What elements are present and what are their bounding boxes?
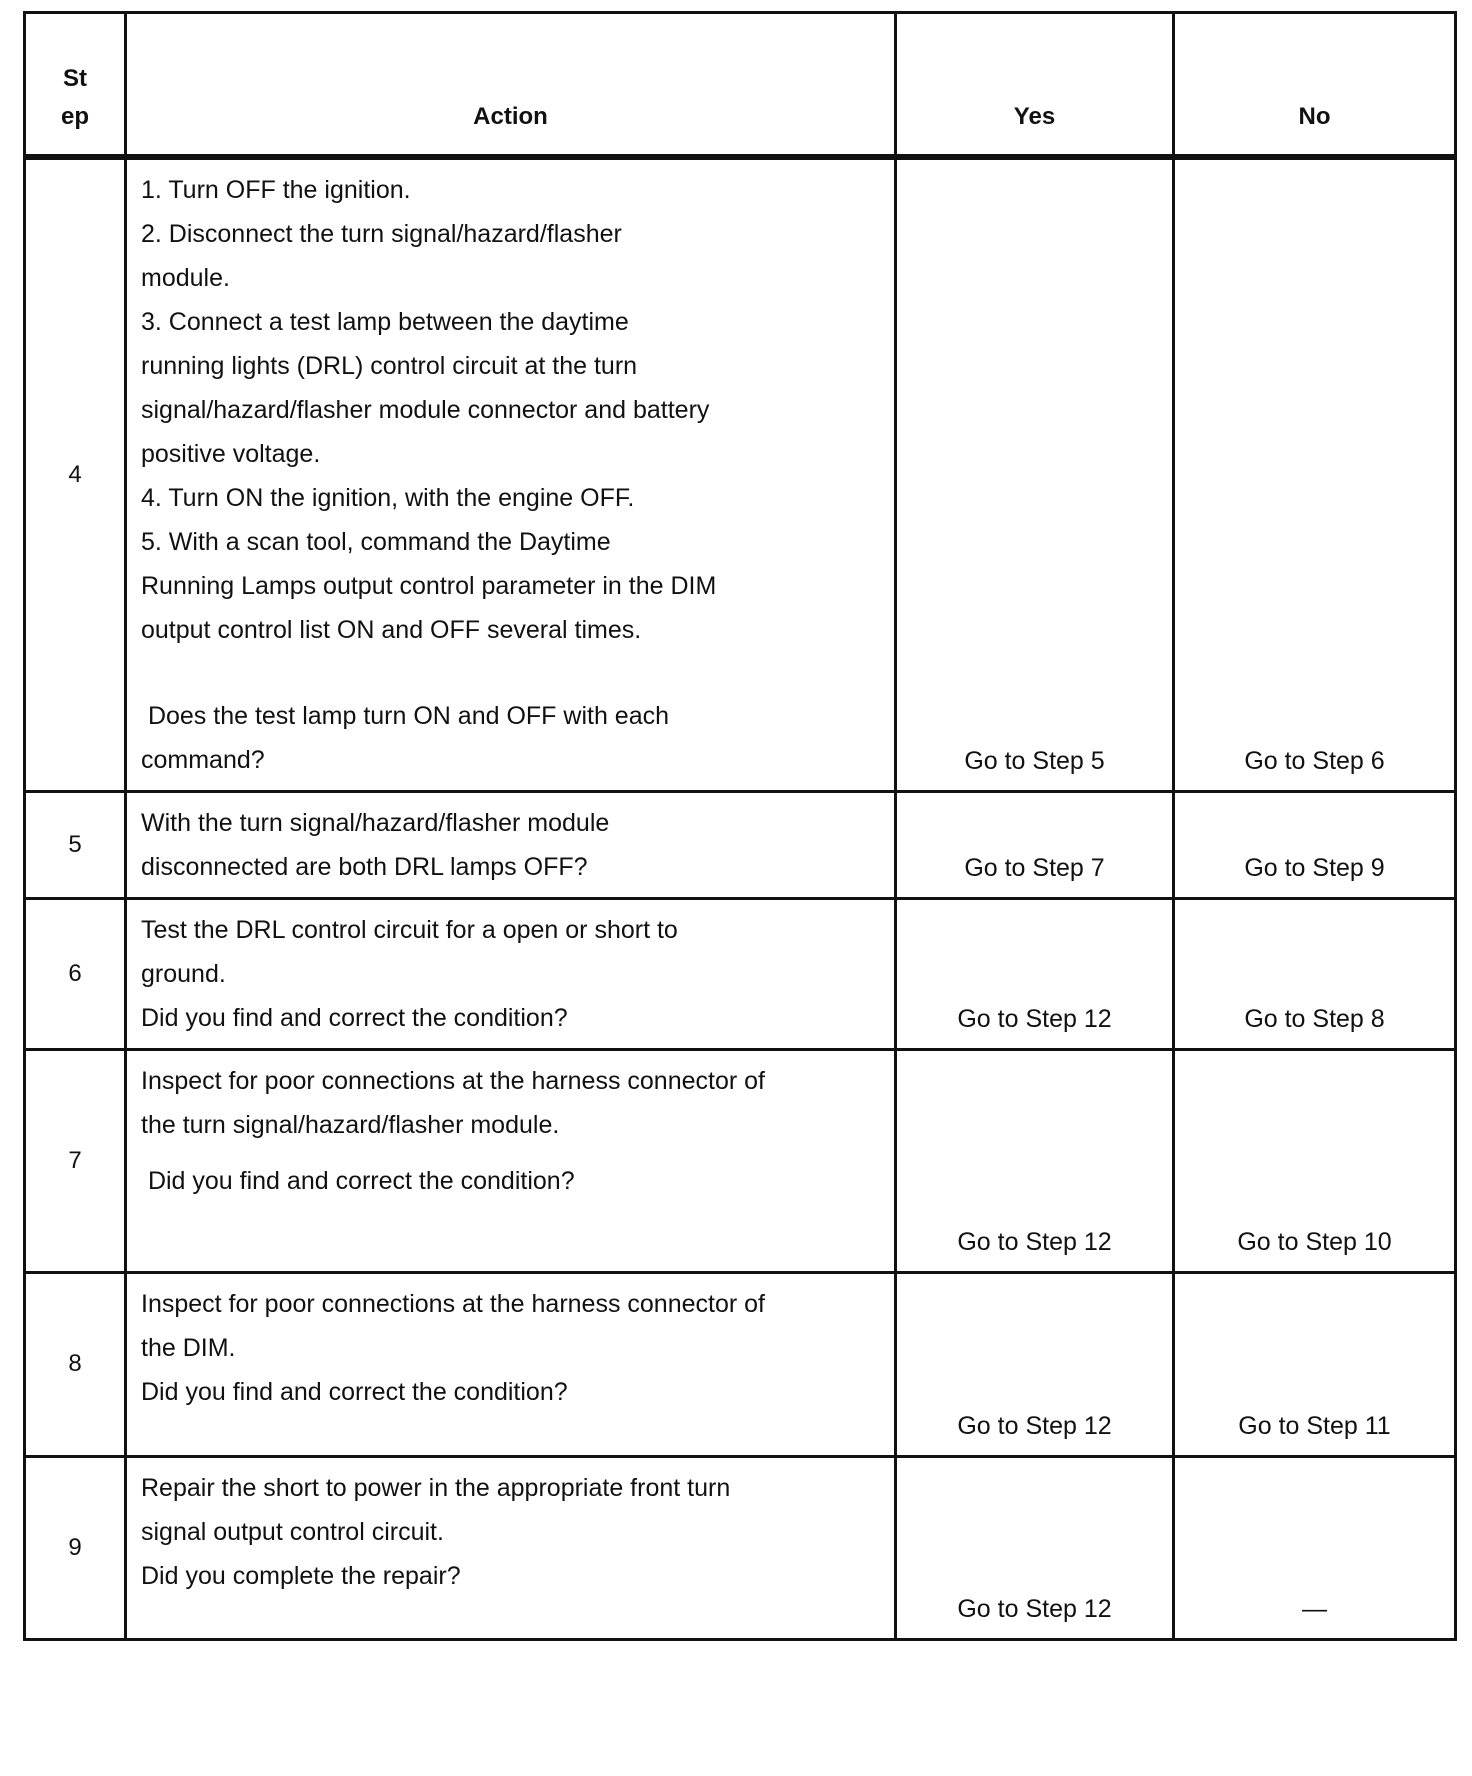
action-line: 2. Disconnect the turn signal/hazard/flasher xyxy=(141,219,622,248)
action-cell xyxy=(126,157,896,792)
action-line: Test the DRL control circuit for a open or short to xyxy=(141,915,678,944)
action-question xyxy=(141,1554,880,1598)
table-row xyxy=(25,157,1456,792)
action-line: Running Lamps output control parameter in the DIM xyxy=(141,571,717,600)
action-question xyxy=(141,801,880,889)
step-number: 6 xyxy=(25,898,126,1049)
action-question xyxy=(141,996,880,1040)
yes-result: Go to Step 5 xyxy=(896,157,1174,792)
question-line: Did you complete the repair? xyxy=(141,1561,461,1590)
action-line: 5. With a scan tool, command the Daytime xyxy=(141,527,611,556)
action-line: running lights (DRL) control circuit at the turn xyxy=(141,351,638,380)
step-number: 5 xyxy=(25,791,126,898)
action-cell xyxy=(126,1049,896,1272)
question-line: disconnected are both DRL lamps OFF? xyxy=(141,852,588,881)
action-cell xyxy=(126,1456,896,1639)
step-number: 8 xyxy=(25,1272,126,1456)
table-row xyxy=(25,791,1456,898)
action-question xyxy=(141,1159,880,1203)
action-line: output control list ON and OFF several times. xyxy=(141,615,642,644)
no-result: — xyxy=(1174,1456,1456,1639)
header-no: No xyxy=(1174,13,1456,157)
header-row xyxy=(25,13,1456,157)
table-row xyxy=(25,1456,1456,1639)
action-line: ground. xyxy=(141,959,226,988)
no-result: Go to Step 8 xyxy=(1174,898,1456,1049)
action-question xyxy=(141,1370,880,1414)
action-line: 4. Turn ON the ignition, with the engine OFF. xyxy=(141,483,635,512)
action-line: the DIM. xyxy=(141,1333,236,1362)
header-step xyxy=(25,13,126,157)
step-number: 9 xyxy=(25,1456,126,1639)
action-question xyxy=(141,694,880,782)
step-number: 4 xyxy=(25,157,126,792)
step-number: 7 xyxy=(25,1049,126,1272)
action-line: Repair the short to power in the appropriate front turn xyxy=(141,1473,731,1502)
action-line: Inspect for poor connections at the harness connector of xyxy=(141,1289,765,1318)
table-row xyxy=(25,1272,1456,1456)
action-cell xyxy=(126,1272,896,1456)
no-result: Go to Step 11 xyxy=(1174,1272,1456,1456)
yes-result: Go to Step 12 xyxy=(896,1456,1174,1639)
action-line: 3. Connect a test lamp between the daytime xyxy=(141,307,629,336)
action-cell xyxy=(126,898,896,1049)
header-step-line-1: St xyxy=(63,64,87,92)
yes-result: Go to Step 12 xyxy=(896,898,1174,1049)
header-action: Action xyxy=(126,13,896,157)
table-body xyxy=(25,157,1456,1640)
diagnostic-table xyxy=(23,11,1457,1641)
action-cell xyxy=(126,791,896,898)
no-result: Go to Step 9 xyxy=(1174,791,1456,898)
action-line: the turn signal/hazard/flasher module. xyxy=(141,1110,560,1139)
question-line: With the turn signal/hazard/flasher module xyxy=(141,808,610,837)
action-line: Inspect for poor connections at the harness connector of xyxy=(141,1066,765,1095)
table-row xyxy=(25,1049,1456,1272)
question-line: Did you find and correct the condition? xyxy=(141,1003,568,1032)
no-result: Go to Step 10 xyxy=(1174,1049,1456,1272)
action-line: positive voltage. xyxy=(141,439,321,468)
question-line: Did you find and correct the condition? xyxy=(141,1166,575,1195)
header-yes: Yes xyxy=(896,13,1174,157)
action-line: signal output control circuit. xyxy=(141,1517,444,1546)
question-line: Does the test lamp turn ON and OFF with each xyxy=(141,701,670,730)
question-line: command? xyxy=(141,745,265,774)
action-line: module. xyxy=(141,263,230,292)
yes-result: Go to Step 12 xyxy=(896,1272,1174,1456)
header-step-line-2: ep xyxy=(60,102,89,130)
table-row xyxy=(25,898,1456,1049)
question-line: Did you find and correct the condition? xyxy=(141,1377,568,1406)
action-line: signal/hazard/flasher module connector and battery xyxy=(141,395,710,424)
action-line: 1. Turn OFF the ignition. xyxy=(141,175,411,204)
yes-result: Go to Step 12 xyxy=(896,1049,1174,1272)
no-result: Go to Step 6 xyxy=(1174,157,1456,792)
yes-result: Go to Step 7 xyxy=(896,791,1174,898)
